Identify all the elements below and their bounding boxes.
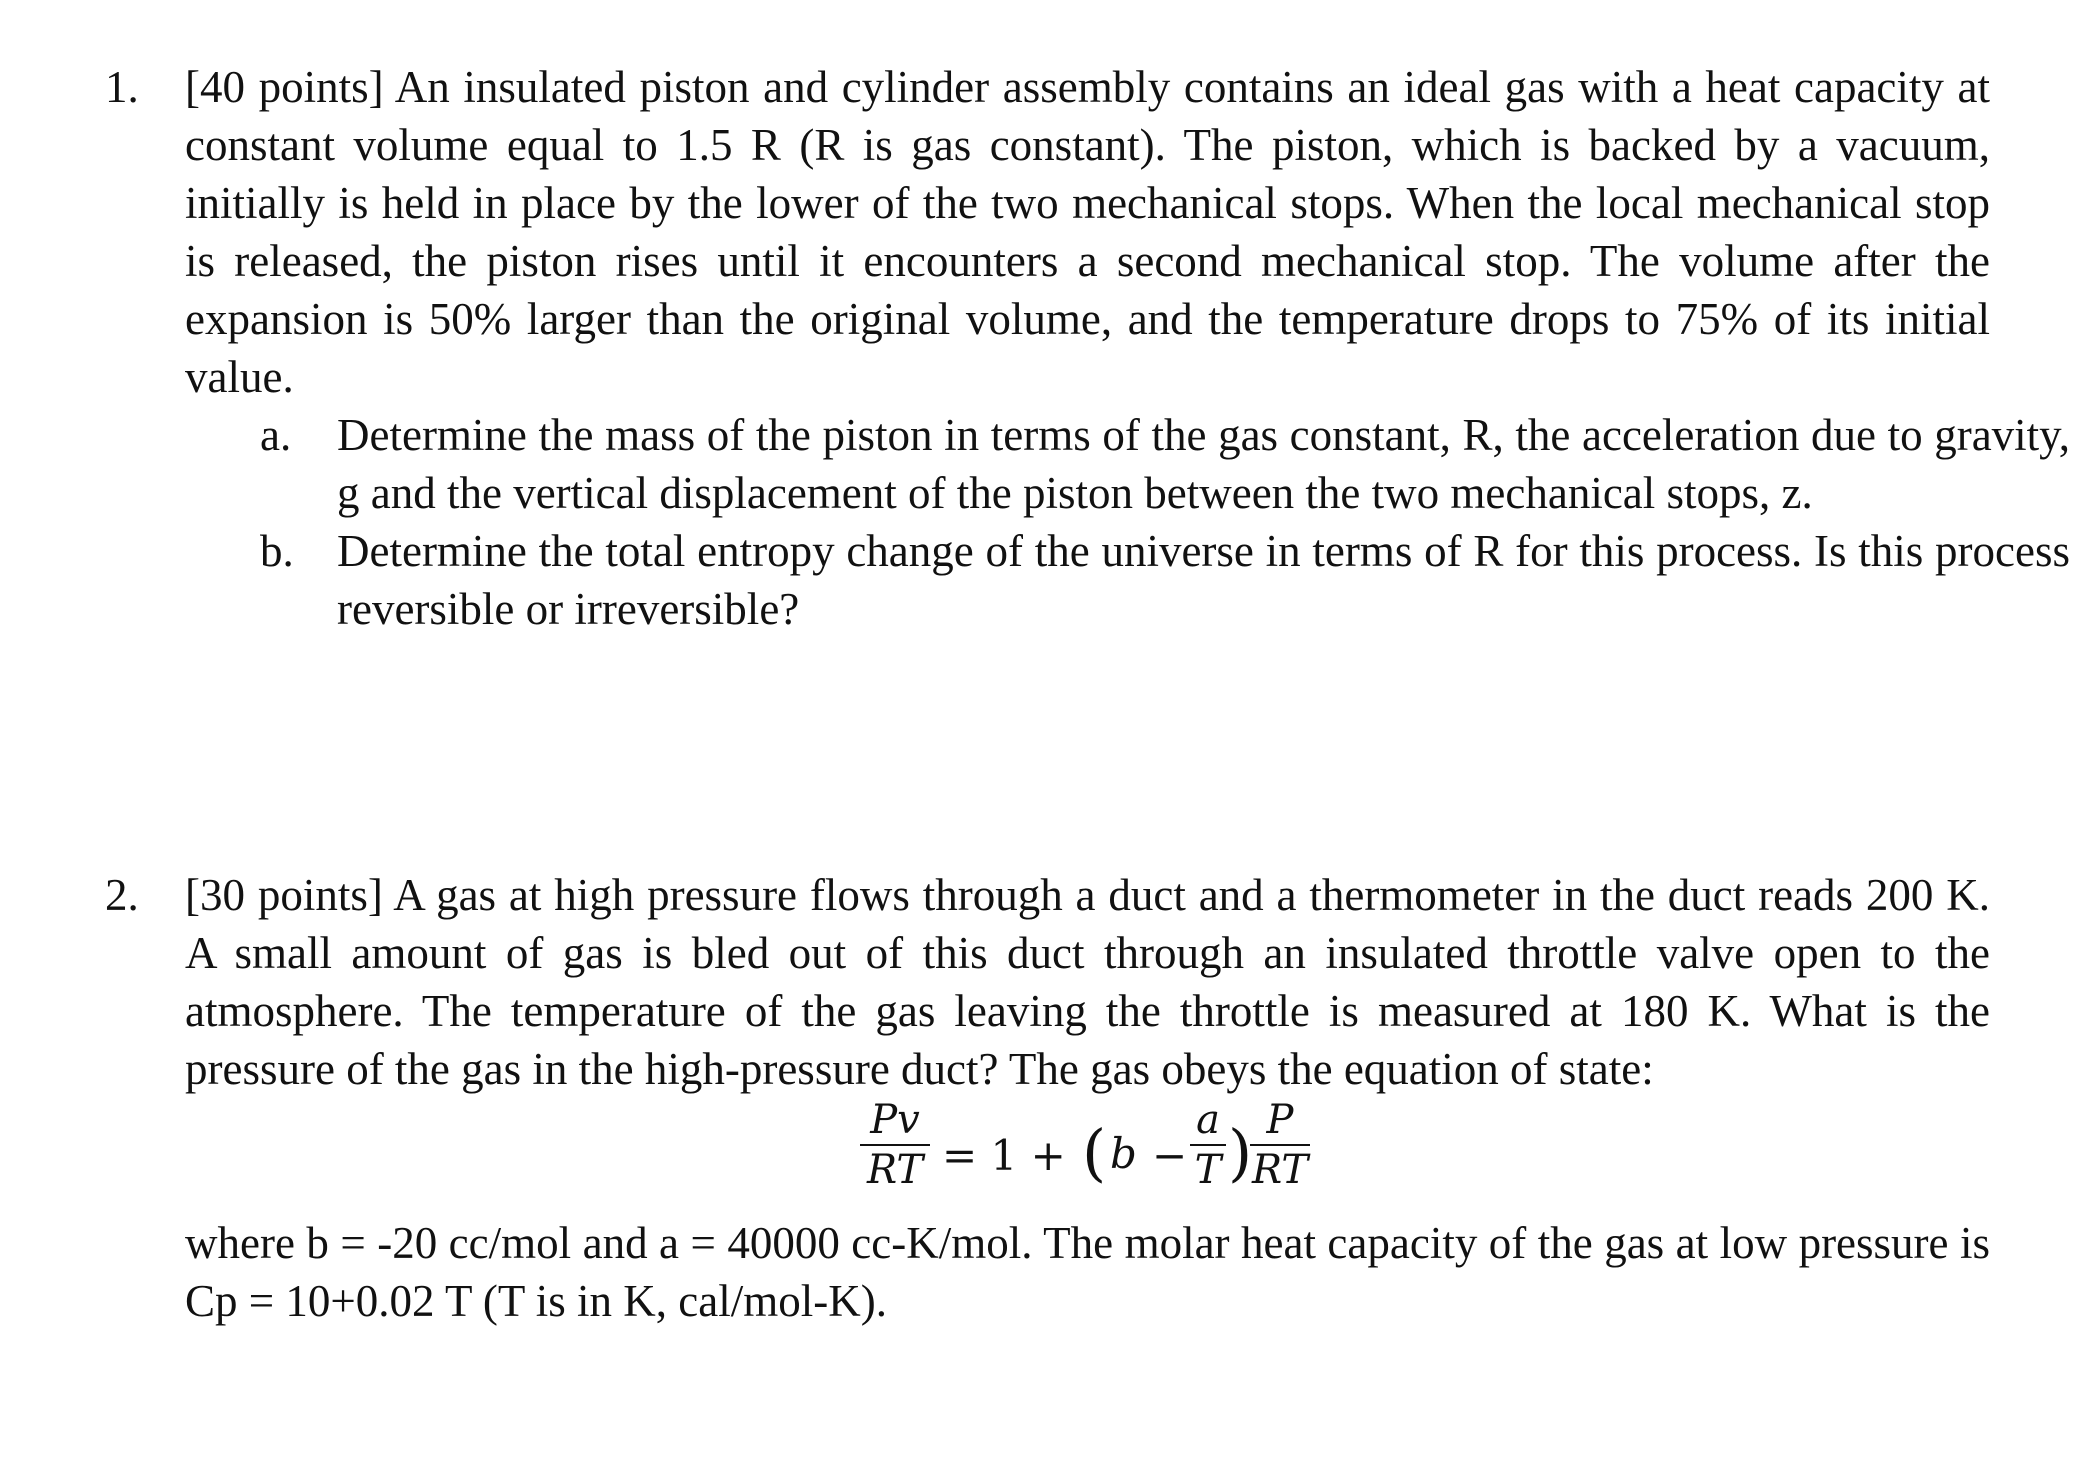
fraction-bar: [1250, 1144, 1310, 1146]
subpart-label: a.: [260, 410, 292, 460]
subpart-a: [260, 406, 2070, 522]
fraction-bar: [860, 1144, 930, 1146]
problem-number: 1.: [105, 62, 139, 112]
subpart-text: Determine the mass of the piston in terms of the gas constant, R, the acceleration due to gravity, g and the vertical displacement of the piston between the two mechanical stops, z.: [337, 410, 2070, 518]
equals-one-plus: = 1 +: [942, 1131, 1066, 1180]
rhs-denominator: RT: [1251, 1147, 1309, 1193]
equation-of-state: [185, 1098, 1990, 1214]
rhs-numerator: P: [1266, 1097, 1294, 1143]
subpart-text: Determine the total entropy change of the universe in terms of R for this process. Is this process reversible or irreversible?: [337, 526, 2070, 634]
subpart-b: [260, 522, 2070, 638]
lhs-numerator: Pv: [870, 1097, 920, 1143]
lhs-fraction: [860, 1098, 930, 1192]
post-equation-text: where b = -20 cc/mol and a = 40000 cc-K/mol. The molar heat capacity of the gas at low pressure is Cp = 10+0.02 T (T is in K, cal/mol-K).: [185, 1218, 1990, 1326]
problem-1: [105, 58, 2070, 638]
t-denominator: T: [1194, 1147, 1222, 1193]
problem-body: [185, 866, 1990, 1330]
close-paren: ): [1228, 1116, 1253, 1189]
subparts-list: [260, 406, 2070, 638]
a-numerator: a: [1196, 1097, 1220, 1143]
fraction-bar: [1190, 1144, 1226, 1146]
subpart-label: b.: [260, 526, 294, 576]
problem-body: [185, 58, 2070, 638]
problem-text: [40 points] An insulated piston and cylinder assembly contains an ideal gas with a heat capacity at constant volume equal to 1.5 R (R is gas constant). The piston, which is backed by a vacuum, initially is held in place by the lower of the two mechanical stops. When the local mechanical stop is released, the piston rises until it encounters a second mechanical stop. The volume after the expansion is 50% larger than the original volume, and the temperature drops to 75% of its initial value.: [185, 62, 1990, 402]
var-b: b: [1110, 1129, 1137, 1178]
minus-sign: −: [1152, 1131, 1188, 1180]
problem-2: [105, 866, 1990, 1330]
lhs-denominator: RT: [866, 1147, 924, 1193]
problem-number: 2.: [105, 870, 139, 920]
problem-text: [30 points] A gas at high pressure flows through a duct and a thermometer in the duct reads 200 K. A small amount of gas is bled out of this duct through an insulated throttle valve open to the atmosphere. The temperature of the gas leaving the throttle is measured at 180 K. What is the pressure of the gas in the high-pressure duct? The gas obeys the equation of state:: [185, 870, 1990, 1094]
rhs-fraction: [1250, 1098, 1310, 1192]
open-paren: (: [1082, 1116, 1107, 1189]
a-over-t-fraction: [1190, 1098, 1226, 1192]
